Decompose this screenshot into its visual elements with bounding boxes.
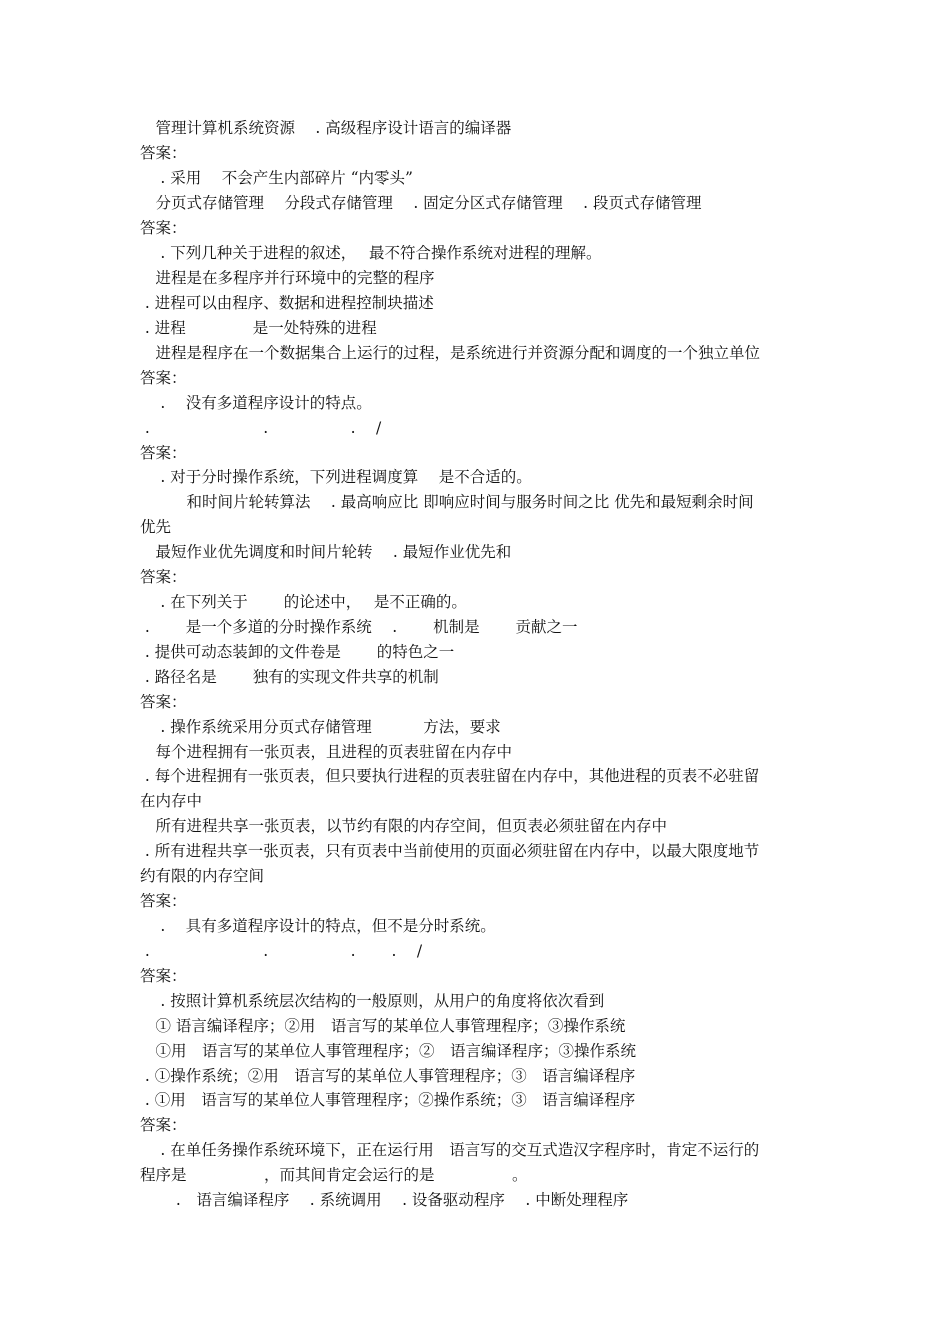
option-line: 进程是程序在一个数据集合上运行的过程，是系统进行并资源分配和调度的一个独立单位 xyxy=(140,344,761,362)
option-line: . . . / xyxy=(140,419,382,437)
question-text: . 没有多道程序设计的特点。 xyxy=(140,394,372,412)
option-line: . 是一个多道的分时操作系统 . 机制是 贡献之一 xyxy=(140,618,578,636)
answer-label: 答案： xyxy=(140,967,187,985)
option-line-wrap: 优先 xyxy=(140,518,172,536)
option-line: . 语言编译程序 . 系统调用 . 设备驱动程序 . 中断处理程序 xyxy=(140,1191,629,1209)
answer-label: 答案： xyxy=(140,219,187,237)
answer-label: 答案： xyxy=(140,144,187,162)
option-line: . . . . / xyxy=(140,942,423,960)
answer-label: 答案： xyxy=(140,1116,187,1134)
option-line: 和时间片轮转算法 . 最高响应比 即响应时间与服务时间之比 优先和最短剩余时间 xyxy=(140,493,754,511)
option-line-wrap: 约有限的内存空间 xyxy=(140,867,265,885)
option-line: 分页式存储管理 分段式存储管理 . 固定分区式存储管理 . 段页式存储管理 xyxy=(140,194,702,212)
answer-label: 答案： xyxy=(140,568,187,586)
answer-label: 答案： xyxy=(140,369,187,387)
option-line: ①用 语言写的某单位人事管理程序；② 语言编译程序；③操作系统 xyxy=(140,1042,637,1060)
question-text: . 在下列关于 的论述中， 是不正确的。 xyxy=(140,593,467,611)
question-text: . 对于分时操作系统，下列进程调度算 是不合适的。 xyxy=(140,468,532,486)
answer-label: 答案： xyxy=(140,444,187,462)
option-line: 所有进程共享一张页表，以节约有限的内存空间，但页表必须驻留在内存中 xyxy=(140,817,668,835)
option-line: . 路径名是 独有的实现文件共享的机制 xyxy=(140,668,439,686)
option-line-wrap: 在内存中 xyxy=(140,792,203,810)
answer-label: 答案： xyxy=(140,892,187,910)
option-line: . 每个进程拥有一张页表，但只要执行进程的页表驻留在内存中，其他进程的页表不必驻留 xyxy=(140,767,760,785)
question-text: . 下列几种关于进程的叙述， 最不符合操作系统对进程的理解。 xyxy=(140,244,602,262)
question-text: . 按照计算机系统层次结构的一般原则，从用户的角度将依次看到 xyxy=(140,992,605,1010)
option-line: ① 语言编译程序；②用 语言写的某单位人事管理程序；③操作系统 xyxy=(140,1017,626,1035)
option-line: . 进程 是一处特殊的进程 xyxy=(140,319,377,337)
question-text: . 操作系统采用分页式存储管理 方法，要求 xyxy=(140,718,501,736)
question-text-wrap: 程序是 ，而其间肯定会运行的是 。 xyxy=(140,1166,528,1184)
answer-label: 答案： xyxy=(140,693,187,711)
text-line: 管理计算机系统资源 . 高级程序设计语言的编译器 xyxy=(140,119,512,137)
option-line: . ①用 语言写的某单位人事管理程序；②操作系统；③ 语言编译程序 xyxy=(140,1091,636,1109)
option-line: 每个进程拥有一张页表，且进程的页表驻留在内存中 xyxy=(140,743,513,761)
question-text: . 具有多道程序设计的特点，但不是分时系统。 xyxy=(140,917,496,935)
question-text: . 在单任务操作系统环境下，正在运行用 语言写的交互式造汉字程序时，肯定不运行的 xyxy=(140,1141,760,1159)
option-line: . 进程可以由程序、数据和进程控制块描述 xyxy=(140,294,434,312)
option-line: . ①操作系统；②用 语言写的某单位人事管理程序；③ 语言编译程序 xyxy=(140,1067,636,1085)
option-line: . 提供可动态装卸的文件卷是 的特色之一 xyxy=(140,643,455,661)
option-line: 进程是在多程序并行环境中的完整的程序 xyxy=(140,269,435,287)
option-line: 最短作业优先调度和时间片轮转 . 最短作业优先和 xyxy=(140,543,512,561)
option-line: . 所有进程共享一张页表，只有页表中当前使用的页面必须驻留在内存中，以最大限度地节 xyxy=(140,842,760,860)
question-text: . 采用 不会产生内部碎片 “内零头” xyxy=(140,169,413,187)
